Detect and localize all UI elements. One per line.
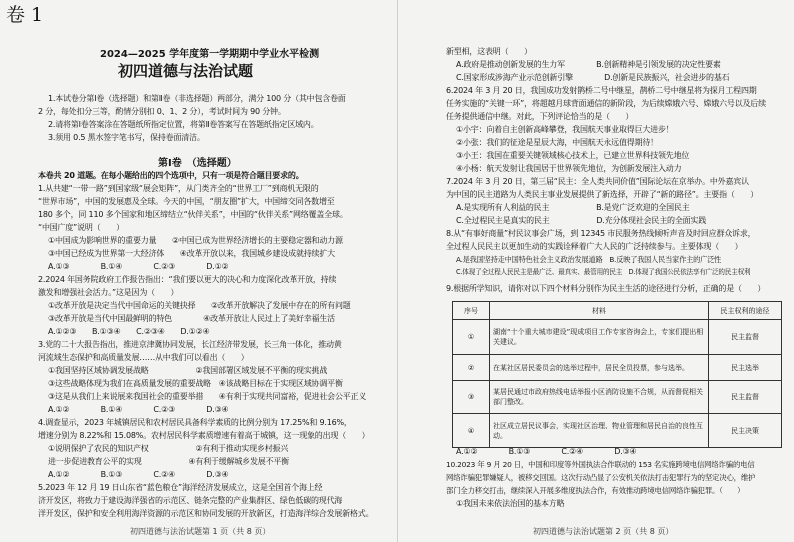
- instruction-line: 1.本试卷分第Ⅰ卷（选择题）和第Ⅱ卷（非选择题）两部分，满分 100 分（其中包含卷面: [48, 94, 346, 103]
- material-cell: 社区成立居民议事会，实现社区治理、物业管理和居民自治的良性互动。: [490, 414, 709, 448]
- question-line: 180 多个，同 110 多个国家和地区缔结立“伙伴关系”，中国的“伙伴关系”网络覆盖全球。: [38, 210, 348, 219]
- material-cell: 在某社区居民委员会的选举过程中，居民全员投票，参与选举。: [490, 355, 709, 381]
- table-header-cell: 序号: [453, 302, 490, 320]
- volume-label: 卷 1: [6, 4, 44, 26]
- question-line: 8.从“有事好商量”村民议事会广场，到 12345 市民服务热线倾听声音及时回应群众诉求，: [446, 229, 756, 238]
- channel-cell: 民主决策: [709, 414, 782, 448]
- channel-cell: 民主选举: [709, 355, 782, 381]
- option-line: A.是我国坚持走中国特色社会主义政治发展道路 B.反映了我国人民当家作主的广泛性: [456, 255, 722, 264]
- question-line: 2.2024 年国务院政府工作报告指出：“我们要以更大的决心和力度深化改革开放，持续: [38, 275, 337, 284]
- answer-choices: A.①② B.①③ C.②④ D.③④: [456, 447, 637, 456]
- question-line: 4.调查显示，2023 年城镇居民和农村居民具备科学素质的比例分别为 17.25%和 9.16%，: [38, 418, 352, 427]
- question-line: “世界市场”，中国的发展惠及全球。今天的中国，“朋友圈”扩大，中国缔交同各数增至: [38, 197, 335, 206]
- answer-choices: A.①② B.①③ C.②④ D.③④: [48, 470, 229, 479]
- question-line: “中国广度”说明（ ）: [38, 223, 124, 232]
- question-line: 任务提供通信中继。对此，下列评论恰当的是（ ）: [446, 112, 634, 121]
- option-line: 进一步促进教育公平的实现 ④有利于缓解城乡发展不平衡: [48, 457, 289, 466]
- table-header-row: [453, 302, 782, 320]
- option-line: C.全过程民主是真实的民主 D.充分体现社会民主的全面实践: [456, 216, 707, 225]
- option-line: ①中国成为影响世界的重要力量 ②中国已成为世界经济增长的主要稳定器和动力源: [48, 236, 343, 245]
- instruction-line: 2.请将第Ⅰ卷答案涂在答题纸所指定位置，将第Ⅱ卷答案写在答题纸指定区域内。: [48, 120, 319, 129]
- question-line: 新型相，这表明（ ）: [446, 47, 532, 56]
- instruction-line: 2 分，每处扣分三等，酌情分别扣 0、1、2 分），考试时间为 90 分钟。: [38, 107, 286, 116]
- row-number-cell: ④: [453, 414, 490, 448]
- question-line: 1.从共建“一带一路”到国家级“展会矩阵”，从门类齐全的“世界工厂”到商机无限的: [38, 184, 319, 193]
- table-header-cell: 民主权利的途径: [709, 302, 782, 320]
- option-line: A.政府是推动创新发展的生力军 B.创新精神是引领发展的决定性要素: [456, 60, 721, 69]
- option-line: ①改革开放是决定当代中国命运的关键抉择 ②改革开放解决了发展中存在的所有问题: [48, 301, 351, 310]
- materials-table: [452, 301, 782, 448]
- row-number-cell: ③: [453, 381, 490, 414]
- option-line: ①说明保护了农民的知识产权 ②有利于推动实现乡村振兴: [48, 444, 289, 453]
- table-row: [453, 355, 782, 381]
- exam-subject-title: 初四道德与法治试题: [118, 62, 254, 80]
- exam-title: 2024—2025 学年度第一学期期中学业水平检测: [100, 49, 320, 60]
- answer-choices: A.①②③ B.①③④ C.②③④ D.①②④: [48, 327, 210, 336]
- row-number-cell: ②: [453, 355, 490, 381]
- option-line: ①小宇：向着自主创新高峰攀登，我国航天事业取得巨大进步！: [456, 125, 674, 134]
- question-line: 任务实施的“关键一环”，将超越月球背面通信的新阶段，为后续嫦娥六号、嫦娥六号以及后续: [446, 99, 766, 108]
- page-footer: 初四道德与法治试题第 2 页（共 8 页）: [533, 527, 674, 536]
- row-number-cell: ①: [453, 320, 490, 355]
- question-line: 9.根据所学知识，请你对以下四个材料分别作为民主生活的途径进行分析，正确的是（ ）: [446, 284, 766, 293]
- material-cell: 某居民通过市政府热线电话举报小区消防设施不合规，从而督促相关部门整改。: [490, 381, 709, 414]
- question-line: 5.2023 年 12 月 19 日山东省“蓝色粮仓”海洋经济发展成立，这是全国首个海上经: [38, 483, 323, 492]
- question-line: 7.2024 年 3 月 20 日，第三届“民主：全人类共同价值”国际论坛在京举办。中外嘉宾认: [446, 177, 749, 186]
- option-line: ③改革开放是当代中国最鲜明的特色 ④改革开放让人民过上了美好幸福生活: [48, 314, 335, 323]
- section-title: 第Ⅰ卷 （选择题）: [158, 158, 237, 169]
- table-row: [453, 414, 782, 448]
- answer-choices: A.①② B.①④ C.②③ D.③④: [48, 405, 229, 414]
- option-line: ①我国坚持区域协调发展战略 ②我国部署区域发展不平衡的现实挑战: [48, 366, 328, 375]
- option-line: ②小张：我们的征途是星辰大海，中国航天永远值得期待！: [456, 138, 658, 147]
- material-cell: 湖南“十个重大城市建设”现成项目工作专家咨询会上，专家们提出相关建议。: [490, 320, 709, 355]
- question-line: 10.2023 年 9 月 20 日，中国和印度等外国执法合作联动的 153 名实施跨境电信网络诈骗的电信: [446, 460, 755, 469]
- channel-cell: 民主监督: [709, 381, 782, 414]
- option-line: ③这些战略体现为我们在高质量发展的重要战略 ④该战略目标在于实现区域协调平衡: [48, 379, 343, 388]
- option-line: ④小杨：航天发射让我国居于世界领先地位，为创新发展注入动力: [456, 164, 682, 173]
- option-line: A.是实现所有人利益的民主 B.是党广泛欢迎的全国民主: [456, 203, 690, 212]
- question-line: 河流域生态保护和高质量发展……从中我们可以看出（ ）: [38, 353, 249, 362]
- option-line: ③这是从我们上来说展来我国社会的重要举措 ④有利于实现共同富裕，促进社会公平正义: [48, 392, 367, 401]
- question-line: 激发和增强社会活力。”这是因为（ ）: [38, 288, 179, 297]
- question-line: 洋开发区，保护和安全利用海洋资源的示范区和协同发展的开放新区，打造海洋综合发展新格式。: [38, 509, 374, 518]
- table-row: [453, 320, 782, 355]
- table-header-cell: 材料: [490, 302, 709, 320]
- question-line: 3.党的二十大报告指出，推进京津冀协同发展，长江经济带发展，长三角一体化，推动黄: [38, 340, 342, 349]
- section-instruction: 本卷共 20 道题。在每小题给出的四个选项中，只有一项是符合题目要求的。: [38, 171, 304, 180]
- answer-choices: A.①③ B.①④ C.②③ D.①②: [48, 262, 229, 271]
- question-line: 网络诈骗犯罪嫌疑人，被移交回国。这次行动凸显了公安机关依法打击犯罪行为的坚定决心，维护: [446, 473, 756, 482]
- page-footer: 初四道德与法治试题第 1 页（共 8 页）: [130, 527, 271, 536]
- option-line: ③小王：我国在重要关键领域核心技术上，已建立世界科技领先地位: [456, 151, 690, 160]
- option-line: C.体现了全过程人民民主是最广泛、最真实、最管用的民主 D.体现了我国公民依法享有广泛的民主权利: [456, 268, 751, 276]
- question-line: 6.2024 年 3 月 20 日，我国成功发射鹊桥二号中继星，鹊桥二号中继星将为探月工程四期: [446, 86, 757, 95]
- question-line: 增速分别为 8.22%和 15.08%。农村居民科学素质增速有着高于城镇，这一现象的出现（ ）: [38, 431, 370, 440]
- question-line: 济开发区，将致力于建设海洋强省的示范区、链条完整的产业集群区、绿色低碳的现代海: [38, 496, 343, 505]
- option-line: ①我国未来依法治国的基本方略: [456, 499, 565, 508]
- option-line: C.国家形成涉海产业示范创新引擎 D.创新是民族振兴，社会进步的基石: [456, 73, 730, 82]
- question-line: 部门全力移交打击，继续深入开展多维度执法合作，有效推动跨境电信网络诈骗犯罪。（ ）: [446, 486, 745, 495]
- table-row: [453, 381, 782, 414]
- option-line: ③中国已经成为世界第一大经济体 ④改革开放以来，我国城乡建设成就持续扩大: [48, 249, 335, 258]
- question-line: 全过程人民民主以更加生动的实践诠释着广大人民的广泛持续参与。主要体现（ ）: [446, 242, 743, 251]
- question-line: 为中国的民主道路为人类民主事业发展提供了新选择，开辟了“新的路径”。主要指（ ）: [446, 190, 759, 199]
- instruction-line: 3.须用 0.5 黑水签字笔书写，保持卷面清洁。: [48, 133, 205, 142]
- channel-cell: 民主监督: [709, 320, 782, 355]
